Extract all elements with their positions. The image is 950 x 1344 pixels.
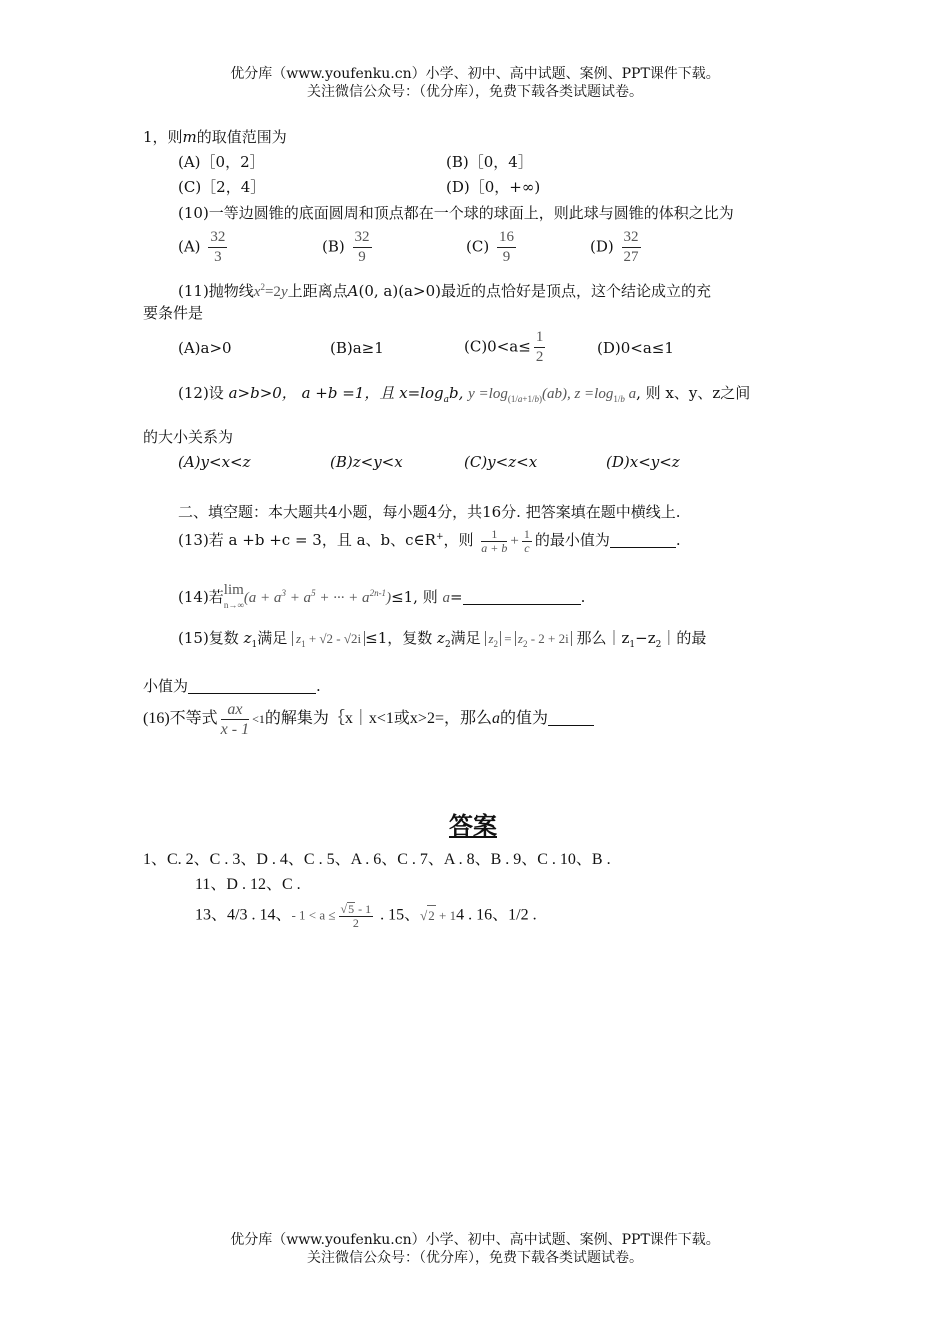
q11-option-d: (D)0<a≤1: [597, 339, 674, 357]
q15-answer-blank: [188, 679, 316, 694]
q15-line2: 小值为 .: [143, 677, 321, 695]
header-line-2: 关注微信公众号：（优分库），免费下载各类试题试卷。: [307, 84, 643, 100]
q13-answer-blank: [610, 533, 676, 548]
q12-option-d: (D)x<y<z: [606, 453, 680, 471]
q10-option-a: (A) $\frac{32}{3}$: [178, 229, 226, 265]
q15: (15)复数 $z_1$满足 $z_1 + √2 - √2i \le 1$，复数 $z_2$满足 $z_2 = z_2 - 2 + 2i$ 那么$|z_1-z_2|$的最: [178, 629, 707, 650]
q10-option-c: (C) $\frac{16}{9}$: [466, 229, 514, 265]
q16: (16)不等式 $\frac{ax}{x - 1}$ <1的解集为｛x｜x<1或x>2=，那么a的值为: [143, 700, 594, 739]
q11-option-a: (A)a>0: [178, 339, 232, 357]
section-2-heading: 二、填空题：本大题共4小题，每小题4分，共16分. 把答案填在题中横线上.: [178, 503, 681, 521]
q14: (14)若lim $n\to\infty(a + a^3 + a^5$ + ··· + $a^{2n-1})\le 1$, 则 a= .: [178, 582, 586, 610]
q12-option-a: (A)y<x<z: [178, 453, 251, 471]
footer-line-2: 关注微信公众号：（优分库），免费下载各类试题试卷。: [307, 1250, 643, 1266]
q16-answer-blank: [548, 711, 594, 726]
answers-title: 答案: [449, 812, 497, 840]
q12-stem: (12)设 a>b>0， a +b =1，且 $x=\log_ab$, $y =\log_{(1/a+1/b)}(ab)$, $z =\log_{1/b}$ a, 则 x、y、z之间: [178, 384, 751, 405]
q9-option-c: (C)［2，4］: [178, 178, 266, 196]
q11-stem-line2: 要条件是: [143, 304, 204, 322]
answers-line-3: 13、4/3 . 14、- 1 < a ≤ $\frac{√5 - 1}{2}$ . 15、√2 + 14 . 16、1/2 .: [195, 902, 537, 930]
q11-option-b: (B)a≥1: [330, 339, 384, 357]
q12-option-c: (C)y<z<x: [464, 453, 538, 471]
q10-option-d: (D) $\frac{32}{27}$: [590, 229, 639, 265]
q10-option-b: (B) $\frac{32}{9}$: [322, 229, 370, 265]
header-line-1: 优分库（www.youfenku.cn）小学、初中、高中试题、案例、PPT课件下载。: [230, 66, 720, 82]
q13: (13)若 a +b +c = 3，且 a、b、c∈R+，则 $\frac{1}{a + b}$ + $\frac{1}{c}$ 的最小值为 .: [178, 526, 681, 555]
q9-option-a: (A)［0，2］: [178, 153, 265, 171]
q9-option-b: (B)［0，4］: [446, 153, 533, 171]
answers-line-1: 1、C. 2、C . 3、D . 4、C . 5、A . 6、C . 7、A . 8、B . 9、C . 10、B .: [143, 851, 611, 868]
q12-stem-line2: 的大小关系为: [143, 428, 234, 446]
q14-answer-blank: [463, 590, 581, 605]
q12-option-b: (B)z<y<x: [330, 453, 403, 471]
q9-option-d: (D)［0，+∞): [446, 178, 541, 196]
q10-stem: (10)一等边圆锥的底面圆周和顶点都在一个球的球面上，则此球与圆锥的体积之比为: [178, 204, 734, 222]
q11-stem: (11)抛物线$x^2=2y$上距离点A(0, a)(a>0)最近的点恰好是顶点，这个结论成立的充: [178, 282, 711, 300]
answers-line-2: 11、D . 12、C .: [195, 876, 301, 893]
q11-option-c: (C)0<a≤ $\frac{1}{2}$: [464, 329, 544, 365]
footer-line-1: 优分库（www.youfenku.cn）小学、初中、高中试题、案例、PPT课件下载。: [230, 1232, 720, 1248]
q9-stem: 1，则m的取值范围为: [143, 128, 287, 146]
